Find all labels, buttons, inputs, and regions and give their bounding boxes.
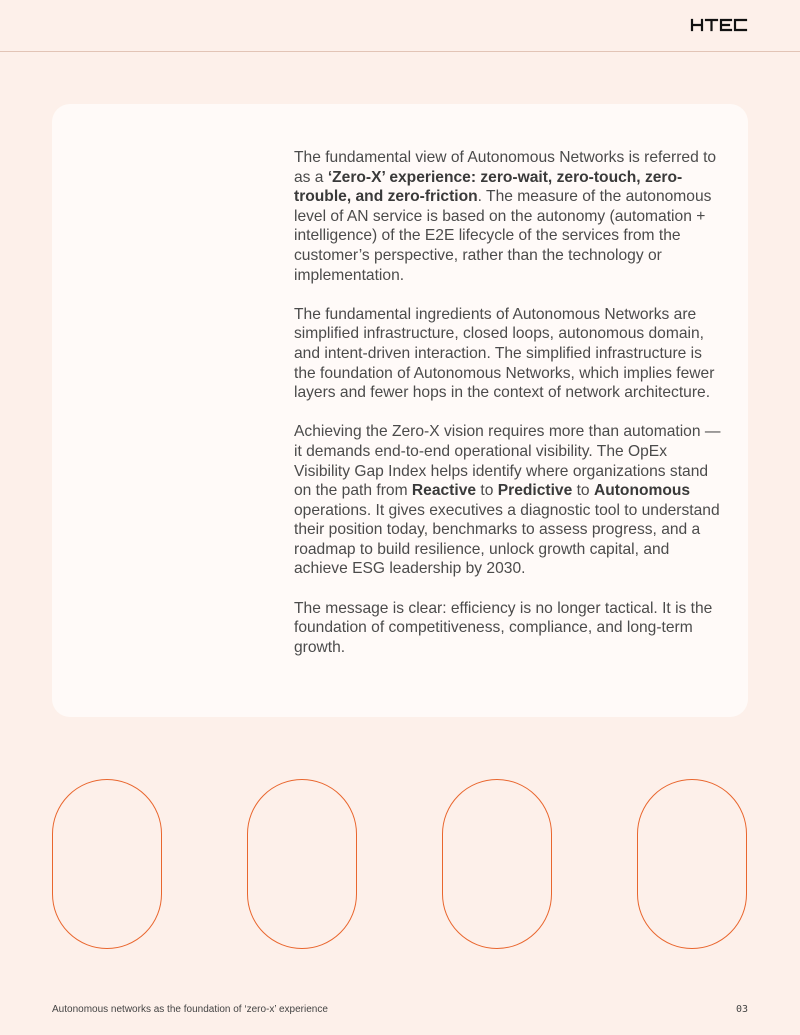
decorative-pill-4 <box>637 779 747 949</box>
decorative-pill-1 <box>52 779 162 949</box>
footer-title: Autonomous networks as the foundation of ‘zero-x’ experience <box>52 1004 328 1015</box>
decorative-pill-2 <box>247 779 357 949</box>
page-number: 03 <box>735 1004 748 1015</box>
content-card <box>52 104 748 717</box>
paragraph-1: The fundamental view of Autonomous Networks is referred to as a ‘Zero-X’ experience: zero-wait, zero-touch, zero-trouble, and zero-friction. The measure of the autonomous level of AN service is based on the autonomy (automation + intelligence) of the E2E lifecycle of the services from the customer’s perspective, rather than the technology or implementation. <box>294 149 717 284</box>
body-text <box>294 148 724 677</box>
reactive-highlight: Reactive <box>411 482 477 500</box>
predictive-highlight: Predictive <box>497 482 573 500</box>
page-header <box>0 0 800 52</box>
paragraph-3: Achieving the Zero-X vision requires more than automation —it demands end-to-end operational visibility. The OpEx Visibility Gap Index helps identify where organizations stand on the path from Reactive to Predictive to Autonomous operations. It gives executives a diagnostic tool to understand their position today, benchmarks to assess progress, and a roadmap to build resilience, unlock growth capital, and achieve ESG leadership by 2030. <box>294 423 721 578</box>
htec-logo <box>690 17 748 33</box>
paragraph-4: The message is clear: efficiency is no longer tactical. It is the foundation of competitiveness, compliance, and long-term growth. <box>294 599 713 656</box>
autonomous-highlight: Autonomous <box>593 482 691 500</box>
paragraph-2: The fundamental ingredients of Autonomous Networks are simplified infrastructure, closed loops, autonomous domain, and intent-driven interaction. The simplified infrastructure is the foundation of Autonomous Networks, which implies fewer layers and fewer hops in the context of network architecture. <box>294 305 715 402</box>
zero-x-highlight: ‘Zero-X’ experience: zero-wait, zero-touch, zero-trouble, and zero-friction <box>294 168 683 206</box>
decorative-pill-3 <box>442 779 552 949</box>
